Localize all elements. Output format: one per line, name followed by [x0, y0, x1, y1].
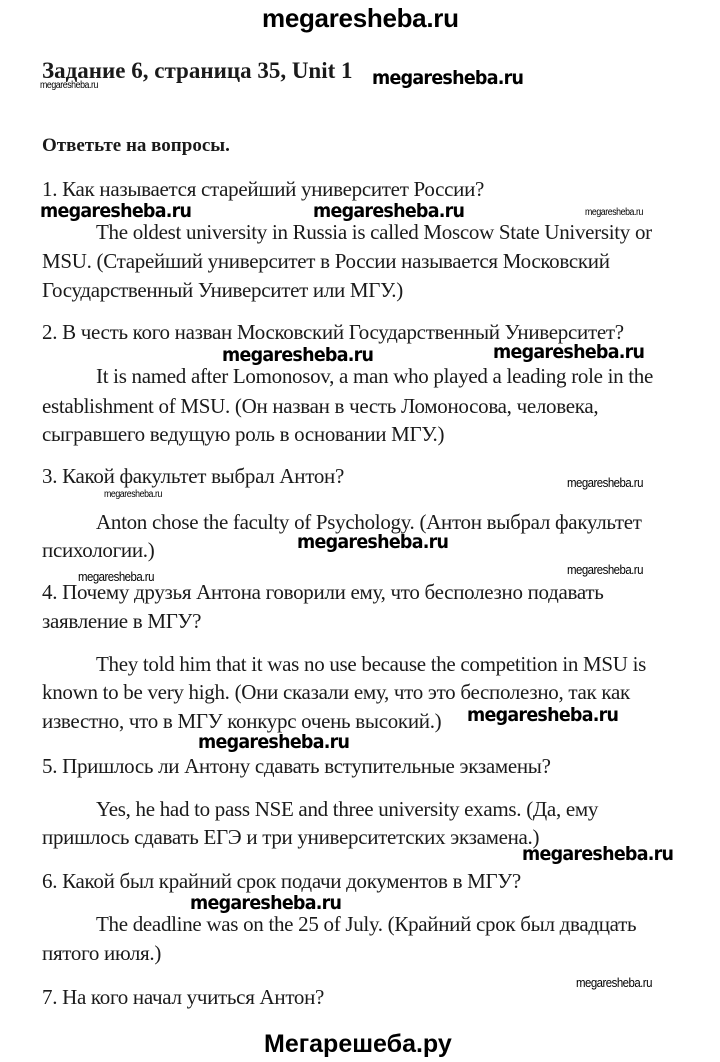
watermark: megaresheba.ru — [522, 843, 674, 865]
answer-6-line: пятого июля.) — [42, 941, 162, 965]
answer-5-line: Yes, he had to pass NSE and three university exams. (Да, ему — [96, 797, 599, 821]
instruction-heading: Ответьте на вопросы. — [42, 135, 230, 156]
answer-1-line: Государственный Университет или МГУ.) — [42, 278, 403, 302]
watermark: megaresheba.ru — [104, 489, 162, 500]
answer-4-line: известно, что в МГУ конкурс очень высокий.) — [42, 709, 442, 733]
watermark: megaresheba.ru — [576, 975, 652, 990]
watermark: megaresheba.ru — [313, 200, 465, 222]
watermark: megaresheba.ru — [567, 562, 643, 577]
watermark: megaresheba.ru — [297, 531, 449, 553]
question-4: заявление в МГУ? — [42, 609, 202, 633]
answer-3-line: психологии.) — [42, 538, 155, 562]
answer-5-line: пришлось сдавать ЕГЭ и три университетских экзамена.) — [42, 825, 540, 849]
watermark: megaresheba.ru — [585, 207, 643, 218]
answer-4-line: known to be very high. (Они сказали ему, что это бесполезно, так как — [42, 680, 630, 704]
answer-4-line: They told him that it was no use because the competition in MSU is — [96, 652, 647, 676]
watermark: megaresheba.ru — [78, 569, 154, 584]
answer-2-line: establishment of MSU. (Он назван в честь Ломоносова, человека, — [42, 394, 599, 418]
watermark: megaresheba.ru — [190, 892, 342, 914]
answer-3-line: Anton chose the faculty of Psychology. (Антон выбрал факультет — [96, 510, 642, 534]
watermark: megaresheba.ru — [198, 731, 350, 753]
watermark: megaresheba.ru — [40, 200, 192, 222]
watermark: megaresheba.ru — [493, 341, 645, 363]
question-4: 4. Почему друзья Антона говорили ему, что бесполезно подавать — [42, 580, 604, 604]
watermark: megaresheba.ru — [222, 344, 374, 366]
question-5: 5. Пришлось ли Антону сдавать вступительные экзамены? — [42, 754, 551, 778]
question-7: 7. На кого начал учиться Антон? — [42, 985, 325, 1009]
watermark: megaresheba.ru — [467, 704, 619, 726]
watermark: megaresheba.ru — [567, 475, 643, 490]
site-header-brand[interactable]: megaresheba.ru — [262, 3, 459, 33]
answer-1-line: The oldest university in Russia is called Moscow State University or — [96, 220, 652, 244]
answer-2-line: сыгравшего ведущую роль в основании МГУ.) — [42, 422, 445, 446]
question-1: 1. Как называется старейший университет России? — [42, 177, 485, 201]
watermark: megaresheba.ru — [40, 80, 98, 91]
question-3: 3. Какой факультет выбрал Антон? — [42, 464, 344, 488]
page-title: Задание 6, страница 35, Unit 1 — [42, 58, 353, 83]
question-6: 6. Какой был крайний срок подачи документов в МГУ? — [42, 869, 521, 893]
answer-1-line: MSU. (Старейший университет в России называется Московский — [42, 249, 610, 273]
answer-2-line: It is named after Lomonosov, a man who played a leading role in the — [96, 364, 654, 388]
answer-6-line: The deadline was on the 25 of July. (Крайний срок был двадцать — [96, 912, 637, 936]
watermark: megaresheba.ru — [372, 67, 524, 89]
site-footer-brand[interactable]: Мегарешеба.ру — [264, 1030, 452, 1058]
question-2: 2. В честь кого назван Московский Государственный Университет? — [42, 320, 624, 344]
